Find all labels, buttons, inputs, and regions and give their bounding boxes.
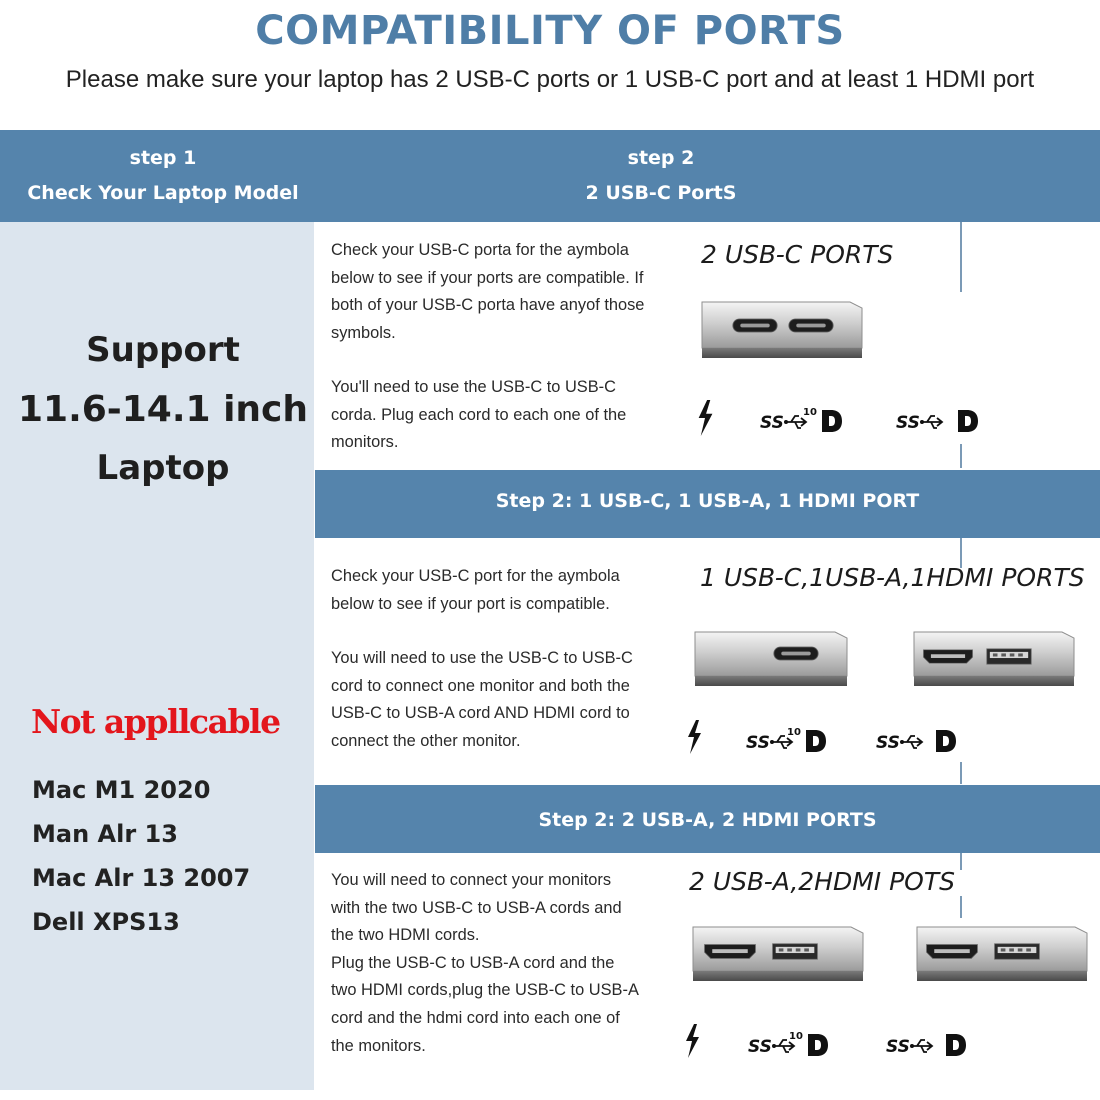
section-2-paragraph-1: Check your USB-C port for the aymbola below to see if your port is compatible. [331, 567, 620, 613]
divider-line [960, 222, 962, 292]
left-column-title: Check Your Laptop Model [27, 182, 299, 204]
laptop-hdmi-usba-image [691, 923, 865, 985]
not-applicable-label: Not appllcable [31, 702, 280, 741]
right-column-title: 2 USB-C PortS [585, 182, 737, 204]
laptop-hdmi-usba-image [912, 628, 1076, 690]
superspeed-displayport-icon [876, 724, 966, 756]
model-item: Mac Alr 13 2007 [32, 864, 251, 892]
speed-label: 10 [789, 1031, 803, 1042]
speed-label: 10 [803, 407, 817, 418]
model-item: Dell XPS13 [32, 908, 180, 936]
divider-line [960, 762, 962, 784]
support-line-1: Support [86, 330, 240, 370]
laptop-hdmi-usba-image [915, 923, 1089, 985]
section-3-port-title: 2 USB-A,2HDMI POTS [689, 867, 956, 896]
support-line-3: Laptop [96, 448, 230, 488]
laptop-usbc-x2-image [700, 296, 864, 364]
section-2-band [315, 470, 1100, 538]
model-item: Man Alr 13 [32, 820, 178, 848]
section-2-paragraph-2: You will need to use the USB-C to USB-C cord to connect one monitor and both the USB-C to USB-A cord AND HDMI cord to connect the other monitor. [331, 649, 633, 750]
thunderbolt-icon [694, 400, 716, 436]
superspeed-10-displayport-icon [746, 724, 836, 756]
divider-line [960, 852, 962, 870]
superspeed-displayport-icon [886, 1028, 976, 1060]
support-line-2: 11.6-14.1 inch [17, 389, 309, 430]
speed-label: 10 [787, 727, 801, 738]
right-column-step: step 2 [627, 147, 695, 169]
left-column-step: step 1 [129, 147, 197, 169]
section-2-title: Step 2: 1 USB-C, 1 USB-A, 1 HDMI PORT [495, 490, 920, 512]
divider-line [960, 444, 962, 468]
section-1-port-title: 2 USB-C PORTS [701, 240, 894, 269]
section-3-band [315, 785, 1100, 853]
superspeed-10-displayport-icon [748, 1028, 838, 1060]
model-item: Mac M1 2020 [32, 776, 211, 804]
superspeed-displayport-icon [896, 404, 986, 436]
section-1-paragraph-1: Check your USB-C porta for the aymbola below to see if your ports are compatible. If both of your USB-C porta have anyof those symbols. [331, 241, 645, 342]
page-subtitle: Please make sure your laptop has 2 USB-C ports or 1 USB-C port and at least 1 HDMI port [65, 66, 1035, 93]
laptop-usbc-image [693, 628, 849, 690]
section-3-paragraph: You will need to connect your monitors with the two USB-C to USB-A cords and the two HDMI cords. Plug the USB-C to USB-A cord and the two HDMI cords,plug the USB-C to USB-A cord and the hdmi cord into each one of the monitors. [331, 871, 639, 1055]
header-band [0, 130, 1100, 222]
page-title: COMPATIBILITY OF PORTS [255, 8, 845, 54]
section-1-paragraph-2: You'll need to use the USB-C to USB-C corda. Plug each cord to each one of the monitors. [331, 378, 627, 452]
superspeed-10-displayport-icon [760, 404, 850, 436]
thunderbolt-icon [684, 720, 704, 754]
divider-line [960, 896, 962, 918]
section-3-title: Step 2: 2 USB-A, 2 HDMI PORTS [538, 809, 877, 831]
thunderbolt-icon [682, 1024, 702, 1058]
section-2-port-title: 1 USB-C,1USB-A,1HDMI PORTS [700, 563, 1085, 592]
